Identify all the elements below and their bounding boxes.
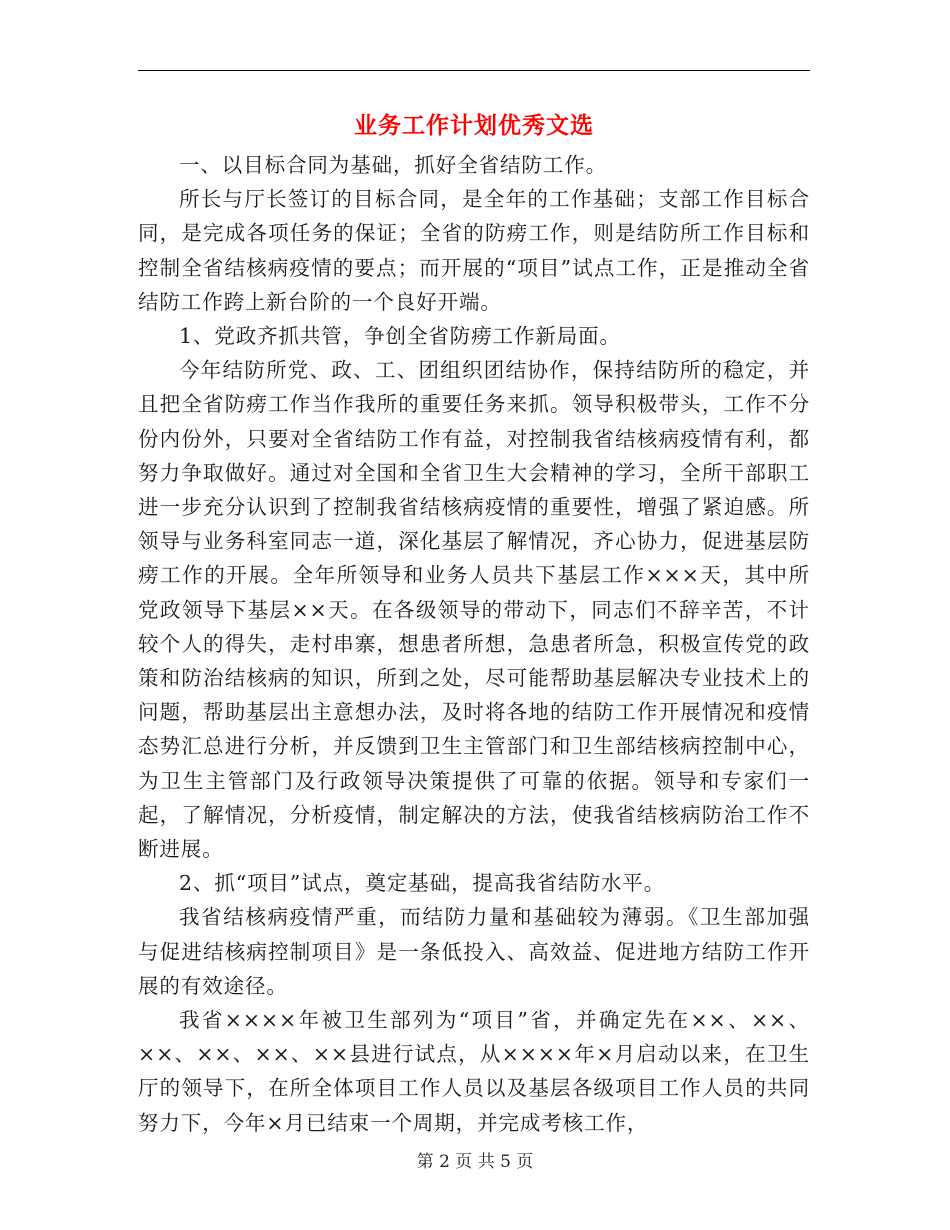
document-title: 业务工作计划优秀文选: [354, 112, 594, 139]
paragraph-epidemic-situation: 我省结核病疫情严重，而结防力量和基础较为薄弱。《卫生部加强与促进结核病控制项目》是一条低投入、高效益、促进地方结防工作开展的有效途径。: [138, 905, 810, 998]
document-body: [138, 148, 810, 1140]
paragraph-subheading-1: 1、党政齐抓共管，争创全省防痨工作新局面。: [179, 324, 621, 349]
paragraph-project-province: 我省××××年被卫生部列为“项目”省，并确定先在××、××、××、××、××、××县进行试点，从××××年×月启动以来，在卫生厅的领导下，在所全体项目工作人员以及基层各级项目工作人员的共同努力下，今年×月已结束一个周期，并完成考核工作，: [138, 1008, 810, 1135]
paragraph-target-contract: 所长与厅长签订的目标合同，是全年的工作基础；支部工作目标合同，是完成各项任务的保证；全省的防痨工作，则是结防所工作目标和控制全省结核病疫情的要点；而开展的“项目”试点工作，正是推动全省结防工作跨上新台阶的一个良好开端。: [138, 187, 810, 314]
page-number: 第 2 页 共 5 页: [416, 1152, 534, 1172]
paragraph-party-cooperation: 今年结防所党、政、工、团组织团结协作，保持结防所的稳定，并且把全省防痨工作当作我所的重要任务来抓。领导积极带头，工作不分份内份外，只要对全省结防工作有益，对控制我省结核病疫情有利，都努力争取做好。通过对全国和全省卫生大会精神的学习，全所干部职工进一步充分认识到了控制我省结核病疫情的重要性，增强了紧迫感。所领导与业务科室同志一道，深化基层了解情况，齐心协力，促进基层防痨工作的开展。全年所领导和业务人员共下基层工作×××天，其中所党政领导下基层××天。在各级领导的带动下，同志们不辞辛苦，不计较个人的得失，走村串寨，想患者所想，急患者所急，积极宣传党的政策和防治结核病的知识，所到之处，尽可能帮助基层解决专业技术上的问题，帮助基层出主意想办法，及时将各地的结防工作开展情况和疫情态势汇总进行分析，并反馈到卫生主管部门和卫生部结核病控制中心，为卫生主管部门及行政领导决策提供了可靠的依据。领导和专家们一起，了解情况，分析疫情，制定解决的方法，使我省结核病防治工作不断进展。: [138, 358, 810, 862]
header-rule: [138, 70, 810, 71]
paragraph-section-heading-1: 一、以目标合同为基础，抓好全省结防工作。: [179, 153, 607, 177]
paragraph-subheading-2: 2、抓“项目”试点，奠定基础，提高我省结防水平。: [179, 871, 666, 896]
